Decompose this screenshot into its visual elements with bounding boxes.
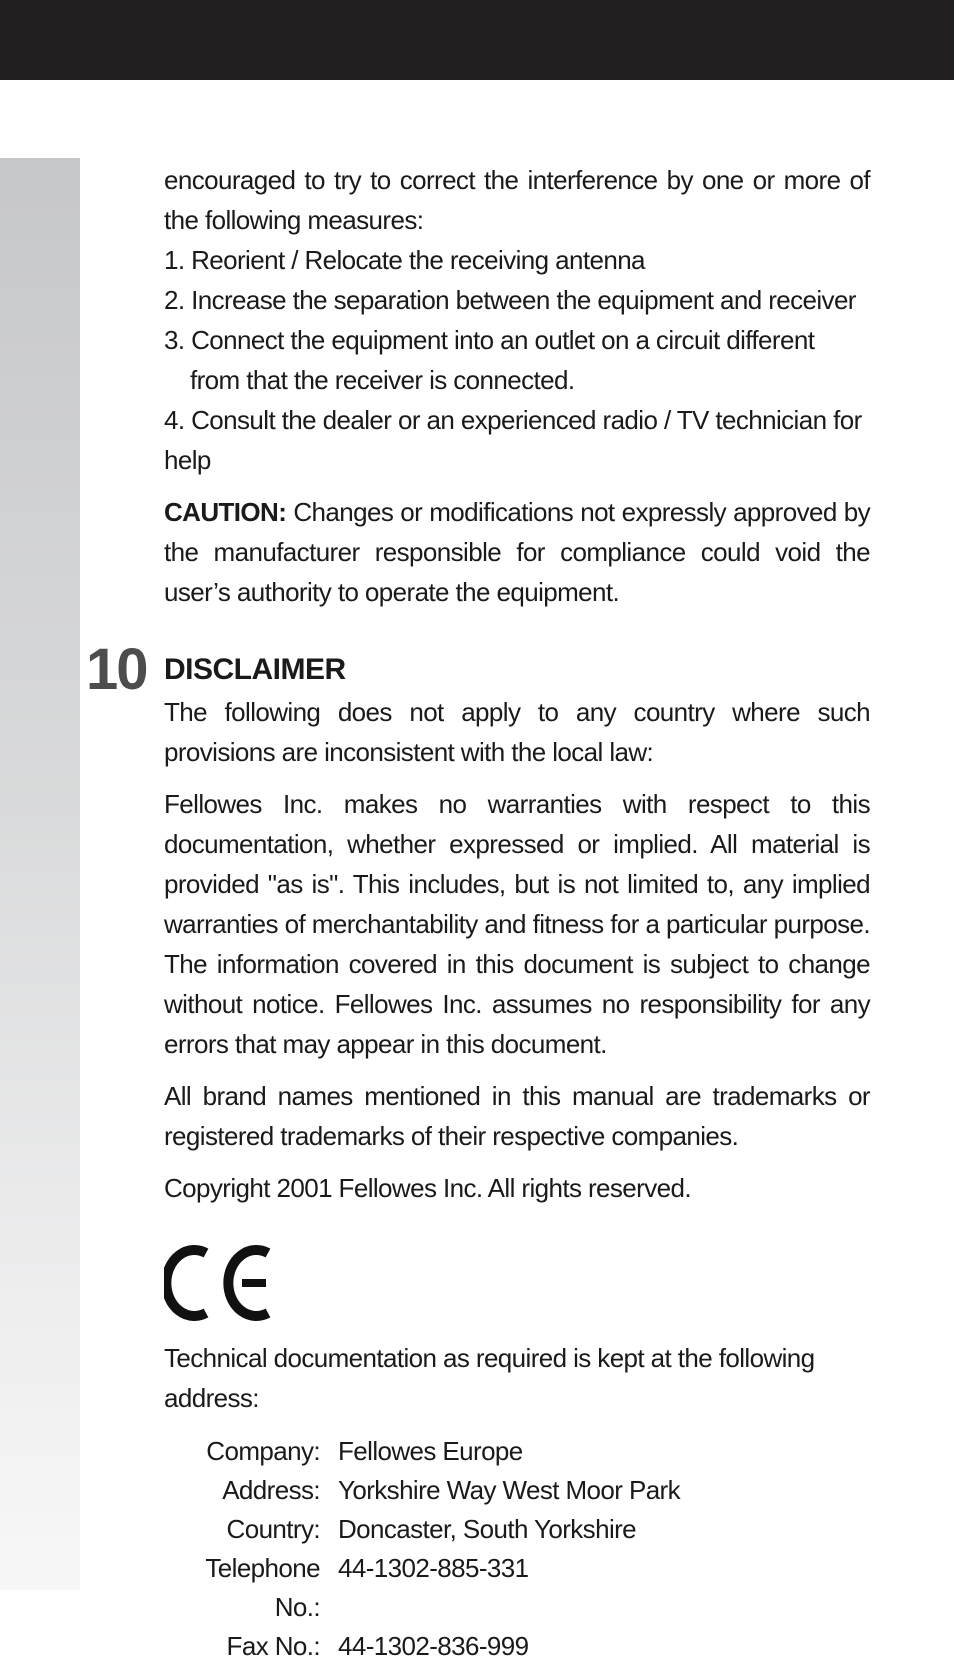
caution-label: CAUTION: <box>164 497 287 527</box>
contact-value-country: Doncaster, South Yorkshire <box>338 1514 637 1544</box>
contact-label-telephone: Telephone No.: <box>205 1553 320 1622</box>
measure-item-3: 3. Connect the equipment into an outlet on a circuit different from that the receiver is connected. <box>164 325 815 395</box>
technical-intro: Technical documentation as required is kept at the following address: <box>164 1343 815 1413</box>
contact-value-address: Yorkshire Way West Moor Park <box>338 1475 681 1505</box>
ce-mark-icon <box>164 1236 274 1326</box>
contact-value-company: Fellowes Europe <box>338 1436 523 1466</box>
measure-item-4: 4. Consult the dealer or an experienced radio / TV technician for help <box>164 405 862 475</box>
contact-label-company: Company: <box>206 1436 320 1466</box>
contact-value-telephone: 44-1302-885-331 <box>338 1553 529 1583</box>
section-title: DISCLAIMER <box>164 653 346 686</box>
contact-label-fax: Fax No.: <box>226 1631 320 1661</box>
caution-text: Changes or modifications not expressly approved by the manufacturer responsible for compliance could void the user’s authority to operate the equipment. <box>164 497 870 607</box>
contact-table <box>164 1432 870 1666</box>
side-strip <box>0 158 80 1590</box>
contact-label-country: Country: <box>226 1514 320 1544</box>
caution-paragraph <box>164 492 870 612</box>
disclaimer-paragraph-3: All brand names mentioned in this manual are trademarks or registered trademarks of their respective companies. <box>164 1081 870 1151</box>
measure-item-2: 2. Increase the separation between the equipment and receiver <box>164 285 856 315</box>
page-content <box>86 160 870 1666</box>
contact-label-address: Address: <box>222 1475 320 1505</box>
intro-paragraph: encouraged to try to correct the interference by one or more of the following measures: <box>164 165 870 235</box>
copyright-notice: Copyright 2001 Fellowes Inc. All rights reserved. <box>164 1173 691 1203</box>
contact-value-fax: 44-1302-836-999 <box>338 1631 529 1661</box>
measure-item-1: 1. Reorient / Relocate the receiving antenna <box>164 245 645 275</box>
disclaimer-paragraph-2: Fellowes Inc. makes no warranties with respect to this documentation, whether expressed or implied. All material is provided "as is". This includes, but is not limited to, any implied warranties of merchantability and fitness for a particular purpose. The information covered in this document is subject to change without notice. Fellowes Inc. assumes no responsibility for any errors that may appear in this document. <box>164 789 870 1059</box>
top-bar <box>0 0 954 80</box>
disclaimer-paragraph-1: The following does not apply to any country where such provisions are inconsistent with the local law: <box>164 697 870 767</box>
section-number: 10 <box>86 637 147 702</box>
disclaimer-heading <box>86 637 870 702</box>
